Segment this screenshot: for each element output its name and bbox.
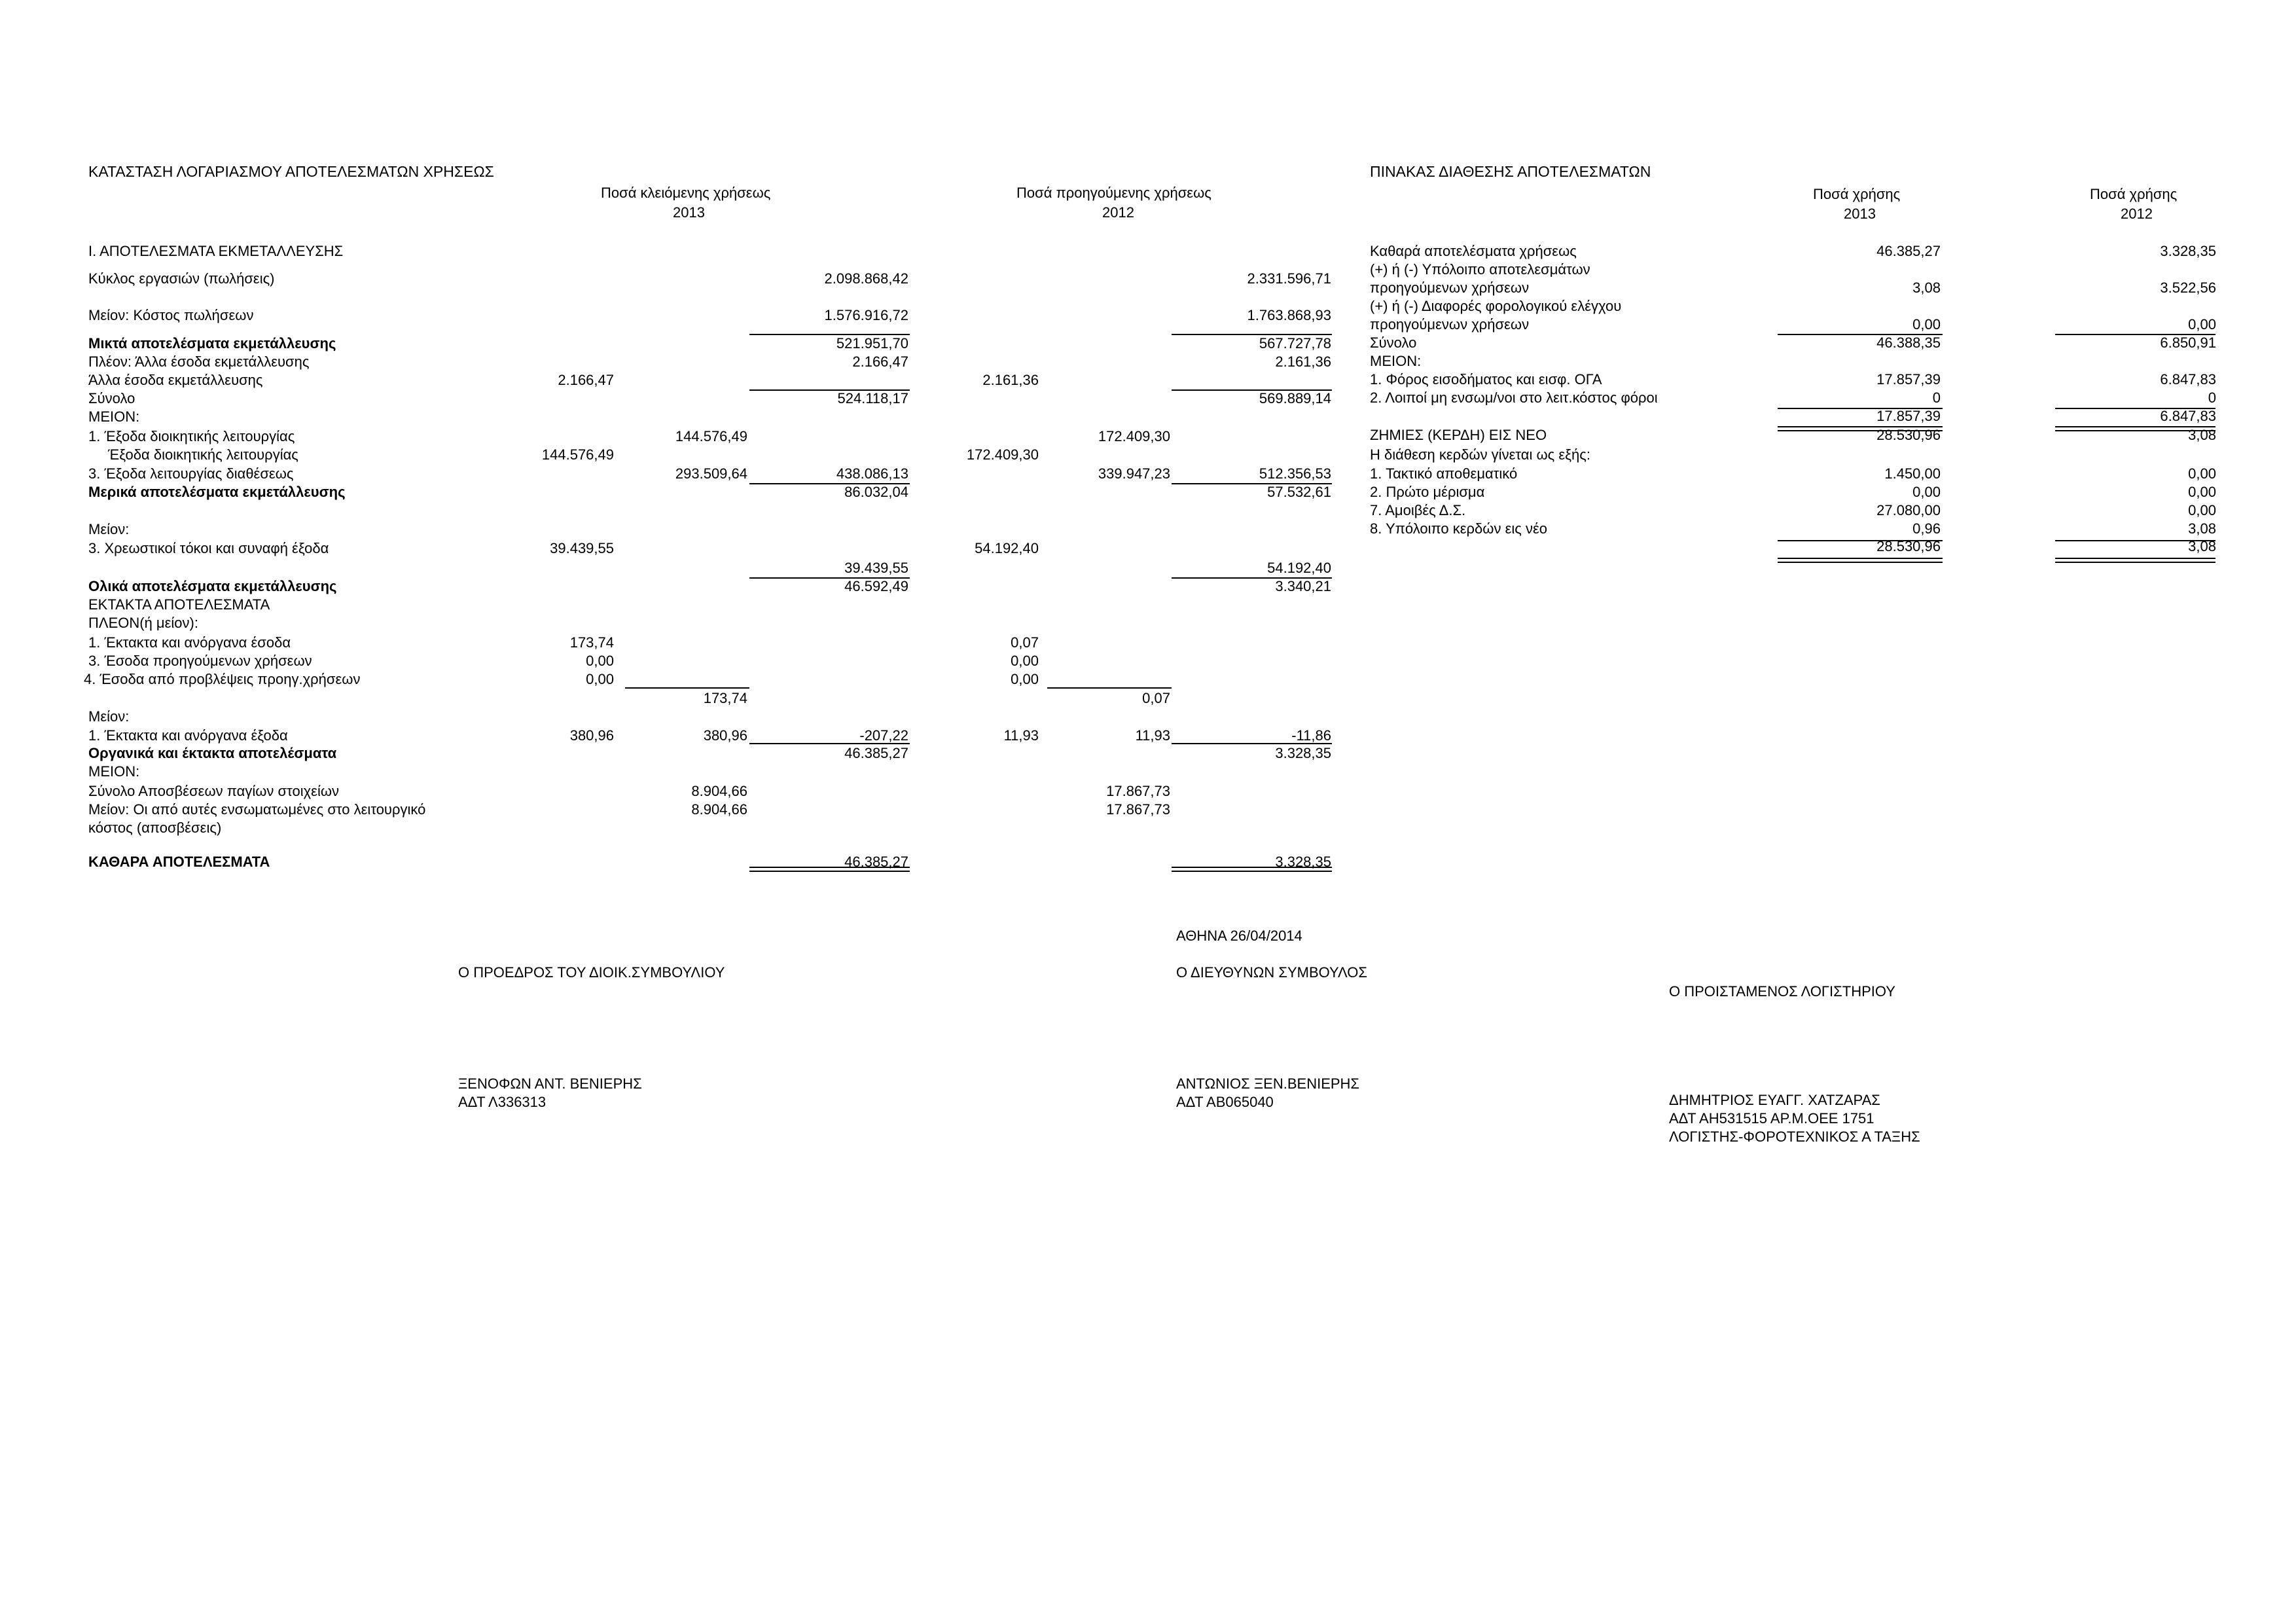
income-row-value-d: 2.161,36 xyxy=(982,372,1039,388)
income-row-value-e: 17.867,73 xyxy=(1106,783,1170,799)
distribution-col1-label: Ποσά χρήσης xyxy=(1813,186,1901,202)
underline xyxy=(1172,577,1332,579)
distribution-row-value-v2: 3,08 xyxy=(2188,427,2216,443)
income-row-label: Μείον: Οι από αυτές ενσωματωμένες στο λειτουργικό xyxy=(88,801,426,818)
distribution-row-value-v2: 0,00 xyxy=(2188,316,2216,333)
income-row-label: 1. Έξοδα διοικητικής λειτουργίας xyxy=(88,428,295,444)
income-row-label: Μείον: xyxy=(88,521,130,537)
double-underline xyxy=(1778,558,1943,563)
income-row-value-a: 39.439,55 xyxy=(550,540,614,556)
distribution-row-label: 1. Φόρος εισοδήματος και εισφ. ΟΓΑ xyxy=(1370,371,1602,388)
income-row-label: Μερικά αποτελέσματα εκμετάλλευσης xyxy=(88,484,346,500)
income-row-label: Μικτά αποτελέσματα εκμετάλλευσης xyxy=(88,335,336,352)
distribution-row-label: Καθαρά αποτελέσματα χρήσεως xyxy=(1370,243,1577,259)
distribution-row-value-v1: 28.530,96 xyxy=(1876,538,1941,554)
ceo-name: ΑΝΤΩΝΙΟΣ ΞΕΝ.ΒΕΝΙΕΡΗΣ xyxy=(1176,1075,1360,1092)
distribution-row-label: προηγούμενων χρήσεων xyxy=(1370,316,1530,333)
income-row-value-a: 380,96 xyxy=(569,727,614,744)
income-row-label: 3. Χρεωστικοί τόκοι και συναφή έξοδα xyxy=(88,540,329,556)
income-row-value-d: 0,07 xyxy=(1011,634,1039,651)
ceo-id: ΑΔΤ ΑΒ065040 xyxy=(1176,1094,1274,1110)
distribution-row-value-v1: 17.857,39 xyxy=(1876,371,1941,388)
place-date: ΑΘΗΝΑ 26/04/2014 xyxy=(1176,928,1302,944)
accountant-name: ΔΗΜΗΤΡΙΟΣ ΕΥΑΓΓ. ΧΑΤΖΑΡΑΣ xyxy=(1669,1092,1880,1108)
income-row-value-f: -11,86 xyxy=(1291,727,1331,744)
distribution-row-value-v1: 3,08 xyxy=(1912,280,1941,296)
distribution-row-value-v1: 0,00 xyxy=(1912,484,1941,500)
income-row-value-c: 46.385,27 xyxy=(844,854,908,870)
income-row-label: ΜΕΙΟΝ: xyxy=(88,763,140,780)
president-name: ΞΕΝΟΦΩΝ ΑΝΤ. ΒΕΝΙΕΡΗΣ xyxy=(458,1075,642,1092)
underline xyxy=(1172,334,1332,335)
underline xyxy=(749,483,910,484)
income-row-label: 3. Έσοδα προηγούμενων χρήσεων xyxy=(88,653,312,669)
underline xyxy=(749,334,910,335)
distribution-row-value-v1: 17.857,39 xyxy=(1876,408,1941,424)
distribution-row-value-v2: 0,00 xyxy=(2188,502,2216,518)
income-row-value-b: 293.509,64 xyxy=(675,465,747,482)
distribution-row-value-v2: 6.847,83 xyxy=(2160,408,2216,424)
underline xyxy=(2055,540,2215,541)
distribution-row-value-v2: 3,08 xyxy=(2188,520,2216,537)
distribution-row-value-v2: 3.328,35 xyxy=(2160,243,2216,259)
underline xyxy=(1172,743,1332,744)
income-row-label: Μείον: xyxy=(88,708,130,725)
income-row-value-d: 0,00 xyxy=(1011,671,1039,687)
income-row-value-f: 512.356,53 xyxy=(1259,465,1331,482)
underline xyxy=(1778,408,1943,409)
distribution-col2-label: Ποσά χρήσης xyxy=(2090,186,2178,202)
income-row-label: ΚΑΘΑΡΑ ΑΠΟΤΕΛΕΣΜΑΤΑ xyxy=(88,854,270,870)
income-row-value-f: 2.331.596,71 xyxy=(1247,270,1331,287)
current-year-column-year: 2013 xyxy=(673,204,705,221)
current-year-column-label: Ποσά κλειόμενης χρήσεως xyxy=(601,185,771,201)
income-row-label: ΜΕΙΟΝ: xyxy=(88,408,140,425)
income-row-label: Άλλα έσοδα εκμετάλλευσης xyxy=(88,372,263,388)
double-underline xyxy=(749,867,910,872)
distribution-row-value-v1: 0 xyxy=(1932,389,1941,406)
distribution-row-value-v2: 6.847,83 xyxy=(2160,371,2216,388)
distribution-row-value-v1: 46.388,35 xyxy=(1876,334,1941,351)
distribution-row-value-v2: 3,08 xyxy=(2188,538,2216,554)
income-row-label: Ολικά αποτελέσματα εκμετάλλευσης xyxy=(88,578,337,594)
income-row-value-a: 0,00 xyxy=(586,653,614,669)
income-row-value-c: -207,22 xyxy=(859,727,908,744)
distribution-row-value-v1: 0,96 xyxy=(1912,520,1941,537)
income-row-value-b: 144.576,49 xyxy=(675,428,747,444)
income-row-value-a: 2.166,47 xyxy=(558,372,614,388)
distribution-row-value-v2: 0 xyxy=(2208,389,2216,406)
income-row-value-f: 1.763.868,93 xyxy=(1247,307,1331,323)
income-row-value-b: 380,96 xyxy=(703,727,747,744)
underline xyxy=(749,389,910,391)
distribution-col2-year: 2012 xyxy=(2121,206,2153,222)
distribution-row-label: ΜΕΙΟΝ: xyxy=(1370,353,1422,369)
income-row-value-c: 2.166,47 xyxy=(852,353,908,370)
double-underline xyxy=(2055,558,2215,563)
income-row-value-f: 54.192,40 xyxy=(1267,560,1331,576)
income-row-value-e: 172.409,30 xyxy=(1098,428,1170,444)
previous-year-column-label: Ποσά προηγούμενης χρήσεως xyxy=(1016,185,1211,201)
distribution-row-label: 7. Αμοιβές Δ.Σ. xyxy=(1370,502,1466,518)
income-row-value-b: 173,74 xyxy=(703,690,747,706)
previous-year-column-year: 2012 xyxy=(1102,204,1134,221)
underline xyxy=(2055,334,2215,335)
distribution-row-label: 8. Υπόλοιπο κερδών εις νέο xyxy=(1370,520,1548,537)
distribution-row-value-v1: 28.530,96 xyxy=(1876,427,1941,443)
income-row-value-c: 2.098.868,42 xyxy=(824,270,908,287)
income-row-value-f: 2.161,36 xyxy=(1275,353,1331,370)
underline xyxy=(749,743,910,744)
distribution-row-value-v2: 6.850,91 xyxy=(2160,334,2216,351)
distribution-row-label: προηγούμενων χρήσεων xyxy=(1370,280,1530,296)
distribution-row-value-v1: 46.385,27 xyxy=(1876,243,1941,259)
accountant-title: Ο ΠΡΟΙΣΤΑΜΕΝΟΣ ΛΟΓΙΣΤΗΡΙΟΥ xyxy=(1669,983,1895,1000)
underline xyxy=(1172,389,1332,391)
income-row-value-f: 569.889,14 xyxy=(1259,390,1331,406)
income-row-value-a: 0,00 xyxy=(586,671,614,687)
income-row-value-c: 86.032,04 xyxy=(844,484,908,500)
income-row-value-c: 524.118,17 xyxy=(837,390,908,406)
income-row-value-d: 11,93 xyxy=(1003,727,1039,744)
underline xyxy=(1778,334,1943,335)
income-row-value-e: 0,07 xyxy=(1142,690,1170,706)
accountant-id: ΑΔΤ ΑΗ531515 ΑΡ.Μ.ΟΕΕ 1751 xyxy=(1669,1110,1874,1127)
distribution-row-label: Σύνολο xyxy=(1370,334,1417,351)
income-row-value-c: 1.576.916,72 xyxy=(824,307,908,323)
income-row-value-d: 0,00 xyxy=(1011,653,1039,669)
double-underline xyxy=(2055,426,2215,431)
income-row-label: ΕΚΤΑΚΤΑ ΑΠΟΤΕΛΕΣΜΑΤΑ xyxy=(88,596,270,613)
income-row-value-c: 521.951,70 xyxy=(836,335,908,352)
underline xyxy=(1778,540,1943,541)
income-row-value-c: 438.086,13 xyxy=(836,465,908,482)
double-underline xyxy=(1172,867,1332,872)
distribution-row-label: 1. Τακτικό αποθεματικό xyxy=(1370,465,1518,482)
distribution-row-value-v2: 0,00 xyxy=(2188,484,2216,500)
income-row-value-c: 46.592,49 xyxy=(844,578,908,594)
income-row-value-e: 339.947,23 xyxy=(1098,465,1170,482)
income-row-value-e: 17.867,73 xyxy=(1106,801,1170,818)
distribution-table-title: ΠΙΝΑΚΑΣ ΔΙΑΘΕΣΗΣ ΑΠΟΤΕΛΕΣΜΑΤΩΝ xyxy=(1370,163,1651,180)
income-row-value-f: 3.328,35 xyxy=(1275,745,1331,761)
income-row-value-f: 3.340,21 xyxy=(1275,578,1331,594)
underline xyxy=(2055,408,2215,409)
income-row-value-a: 144.576,49 xyxy=(541,446,614,463)
income-row-label: 4. Έσοδα από προβλέψεις προηγ.χρήσεων xyxy=(84,671,361,687)
distribution-row-value-v2: 0,00 xyxy=(2188,465,2216,482)
distribution-row-label: 2. Πρώτο μέρισμα xyxy=(1370,484,1485,500)
distribution-row-value-v2: 3.522,56 xyxy=(2160,280,2216,296)
distribution-row-value-v1: 27.080,00 xyxy=(1876,502,1941,518)
president-id: ΑΔΤ Λ336313 xyxy=(458,1094,547,1110)
president-title: Ο ΠΡΟΕΔΡΟΣ ΤΟΥ ΔΙΟΙΚ.ΣΥΜΒΟΥΛΙΟΥ xyxy=(458,964,725,981)
income-row-label: κόστος (αποσβέσεις) xyxy=(88,820,222,836)
income-row-value-b: 8.904,66 xyxy=(691,783,747,799)
income-row-label: 1. Έκτακτα και ανόργανα έξοδα xyxy=(88,727,288,744)
income-row-label: Ι. ΑΠΟΤΕΛΕΣΜΑΤΑ ΕΚΜΕΤΑΛΛΕΥΣΗΣ xyxy=(88,243,344,259)
income-row-label: ΠΛΕΟΝ(ή μείον): xyxy=(88,615,198,631)
income-row-label: Κύκλος εργασιών (πωλήσεις) xyxy=(88,270,275,287)
income-row-label: Σύνολο Αποσβέσεων παγίων στοιχείων xyxy=(88,783,340,799)
income-row-label: Μείον: Κόστος πωλήσεων xyxy=(88,307,254,323)
underline xyxy=(749,577,910,579)
income-row-value-c: 39.439,55 xyxy=(844,560,908,576)
income-row-value-b: 8.904,66 xyxy=(691,801,747,818)
ceo-title: Ο ΔΙΕΥΘΥΝΩΝ ΣΥΜΒΟΥΛΟΣ xyxy=(1176,964,1368,981)
income-row-value-c: 46.385,27 xyxy=(844,745,908,761)
accountant-class: ΛΟΓΙΣΤΗΣ-ΦΟΡΟΤΕΧΝΙΚΟΣ Α ΤΑΞΗΣ xyxy=(1669,1128,1920,1145)
income-row-value-a: 173,74 xyxy=(569,634,614,651)
distribution-row-value-v1: 1.450,00 xyxy=(1884,465,1941,482)
income-row-value-e: 11,93 xyxy=(1135,727,1170,744)
distribution-col1-year: 2013 xyxy=(1844,206,1876,222)
income-row-label: Οργανικά και έκτακτα αποτελέσματα xyxy=(88,745,337,761)
distribution-row-label: ΖΗΜΙΕΣ (ΚΕΡΔΗ) ΕΙΣ ΝΕΟ xyxy=(1370,427,1547,443)
income-row-value-f: 567.727,78 xyxy=(1259,335,1331,352)
distribution-row-label: Η διάθεση κερδών γίνεται ως εξής: xyxy=(1370,446,1590,463)
income-row-label: Σύνολο xyxy=(88,390,135,406)
income-row-label: Πλέον: Άλλα έσοδα εκμετάλλευσης xyxy=(88,353,310,370)
distribution-row-label: 2. Λοιποί μη ενσωμ/νοι στο λειτ.κόστος φόροι xyxy=(1370,389,1658,406)
distribution-row-label: (+) ή (-) Υπόλοιπο αποτελεσμάτων xyxy=(1370,261,1590,278)
underline xyxy=(1172,483,1332,484)
income-row-value-d: 172.409,30 xyxy=(966,446,1039,463)
income-row-label: 3. Έξοδα λειτουργίας διαθέσεως xyxy=(88,465,294,482)
income-row-label: Έξοδα διοικητικής λειτουργίας xyxy=(108,446,298,463)
distribution-row-value-v1: 0,00 xyxy=(1912,316,1941,333)
income-row-label: 1. Έκτακτα και ανόργανα έσοδα xyxy=(88,634,291,651)
underline xyxy=(1047,687,1172,689)
income-row-value-f: 57.532,61 xyxy=(1267,484,1331,500)
distribution-row-label: (+) ή (-) Διαφορές φορολογικού ελέγχου xyxy=(1370,298,1622,314)
income-statement-title: ΚΑΤΑΣΤΑΣΗ ΛΟΓΑΡΙΑΣΜΟΥ ΑΠΟΤΕΛΕΣΜΑΤΩΝ ΧΡΗΣΕΩΣ xyxy=(88,163,494,180)
income-row-value-f: 3.328,35 xyxy=(1275,854,1331,870)
underline xyxy=(625,687,749,689)
double-underline xyxy=(1778,426,1943,431)
income-row-value-d: 54.192,40 xyxy=(975,540,1039,556)
